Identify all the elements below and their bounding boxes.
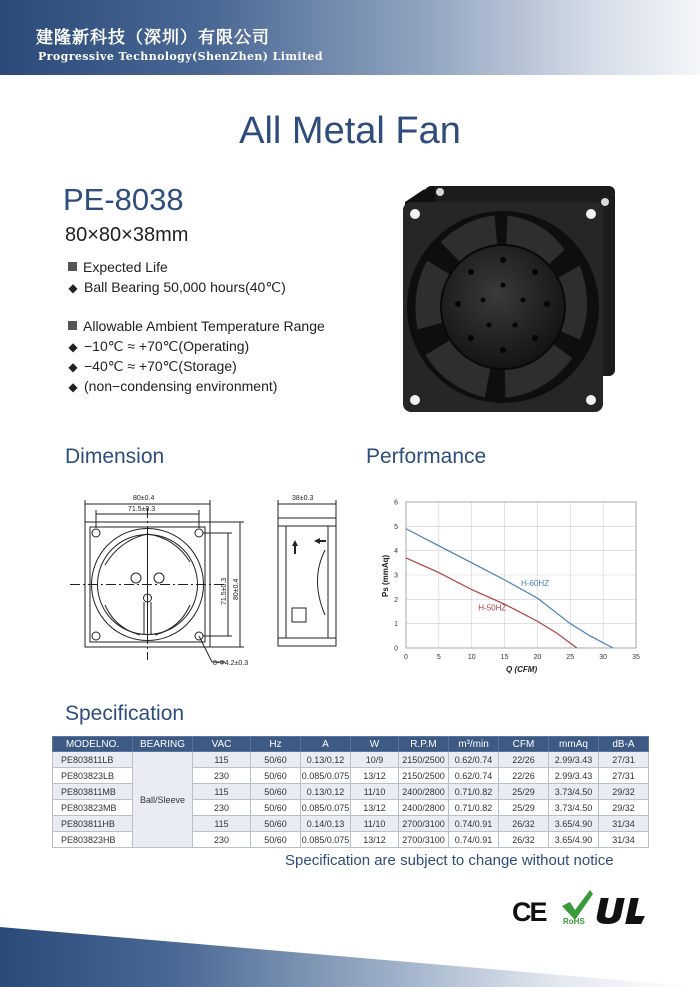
spec-value-cell: 29/32: [599, 800, 649, 816]
chart-y-tick: 4: [394, 548, 398, 556]
spec-value-cell: 3.65/4.90: [549, 832, 599, 848]
feature-temp-storage: [68, 358, 237, 375]
chart-series-label: H-60HZ: [521, 578, 550, 588]
feature-temp-heading-text: Allowable Ambient Temperature Range: [83, 318, 325, 334]
spec-value-cell: 50/60: [251, 752, 301, 768]
spec-value-cell: 0.71/0.82: [449, 784, 499, 800]
company-name-chinese: 建隆新科技（深圳）有限公司: [36, 28, 270, 48]
spec-model-cell: PE803811MB: [53, 784, 133, 800]
chart-x-tick: 10: [467, 654, 476, 661]
spec-header-cell: dB-A: [599, 737, 649, 752]
spec-model-cell: PE803823HB: [53, 832, 133, 848]
specification-heading: Specification: [65, 702, 185, 725]
spec-model-cell: PE803823MB: [53, 800, 133, 816]
ce-mark: CE: [512, 897, 546, 927]
feature-life-heading: [68, 259, 168, 275]
spec-value-cell: 0.085/0.075: [301, 768, 351, 784]
dim-height-outer: 80±0.4: [233, 578, 240, 600]
spec-header-cell: W: [351, 737, 399, 752]
spec-header-cell: mmAq: [549, 737, 599, 752]
spec-value-cell: 0.13/0.12: [301, 784, 351, 800]
fan-product-image: [395, 180, 625, 420]
dim-mounting-hole: 8-Φ4.2±0.3: [213, 660, 249, 667]
spec-value-cell: 2.99/3.43: [549, 768, 599, 784]
feature-temp-heading: [68, 318, 325, 334]
fan-size: 80×80×38mm: [65, 224, 189, 246]
spec-value-cell: 13/12: [351, 800, 399, 816]
spec-value-cell: 3.65/4.90: [549, 816, 599, 832]
spec-value-cell: 115: [193, 784, 251, 800]
performance-chart: [372, 490, 672, 690]
spec-value-cell: 0.085/0.075: [301, 800, 351, 816]
spec-value-cell: 10/9: [351, 752, 399, 768]
spec-header-cell: Hz: [251, 737, 301, 752]
spec-value-cell: 0.62/0.74: [449, 768, 499, 784]
spec-header-cell: R.P.M: [399, 737, 449, 752]
spec-value-cell: 27/31: [599, 768, 649, 784]
spec-value-cell: 26/32: [499, 816, 549, 832]
spec-value-cell: 31/34: [599, 816, 649, 832]
spec-value-cell: 22/26: [499, 768, 549, 784]
spec-header-cell: A: [301, 737, 351, 752]
chart-y-tick: 1: [394, 621, 398, 629]
footer-banner: [0, 878, 700, 987]
spec-value-cell: 13/12: [351, 768, 399, 784]
dim-width-inner: 71.5±0.3: [128, 506, 156, 513]
spec-value-cell: 50/60: [251, 768, 301, 784]
feature-life-value-text: Ball Bearing 50,000 hours(40℃): [84, 279, 286, 295]
dim-depth: 38±0.3: [292, 495, 314, 502]
spec-value-cell: 2700/3100: [399, 832, 449, 848]
chart-y-tick: 6: [394, 499, 398, 507]
page-title: All Metal Fan: [239, 110, 461, 152]
feature-temp-note-text: (non−condensing environment): [84, 378, 278, 394]
chart-x-tick: 25: [566, 654, 575, 661]
chart-x-tick: 20: [533, 654, 542, 661]
spec-value-cell: 115: [193, 816, 251, 832]
chart-y-tick: 5: [394, 523, 398, 531]
chart-series-label: H-50HZ: [478, 603, 507, 613]
chart-y-tick: 3: [394, 572, 398, 580]
dim-width-outer: 80±0.4: [133, 495, 155, 502]
spec-table: [52, 736, 649, 848]
diamond-bullet-icon: ◆: [68, 380, 78, 394]
spec-value-cell: 26/32: [499, 832, 549, 848]
spec-header-cell: CFM: [499, 737, 549, 752]
spec-value-cell: 11/10: [351, 784, 399, 800]
spec-value-cell: 50/60: [251, 800, 301, 816]
diamond-bullet-icon: ◆: [68, 281, 78, 295]
spec-value-cell: 230: [193, 800, 251, 816]
spec-bearing-cell: Ball/Sleeve: [133, 752, 193, 848]
spec-header-cell: MODELNO.: [53, 737, 133, 752]
spec-change-note: Specification are subject to change without notice: [285, 852, 614, 869]
dimension-heading: Dimension: [65, 445, 165, 468]
spec-table-header: [53, 737, 649, 752]
company-name-english: Progressive Technology(ShenZhen) Limited: [38, 50, 323, 63]
chart-y-tick: 0: [394, 645, 398, 653]
spec-header-cell: BEARING: [133, 737, 193, 752]
feature-temp-note: [68, 378, 277, 394]
spec-value-cell: 0.74/0.91: [449, 816, 499, 832]
spec-value-cell: 2400/2800: [399, 800, 449, 816]
spec-value-cell: 13/12: [351, 832, 399, 848]
spec-value-cell: 29/32: [599, 784, 649, 800]
spec-value-cell: 3.73/4.50: [549, 784, 599, 800]
feature-temp-operating-text: −10℃ ≈ +70℃(Operating): [84, 338, 250, 354]
chart-y-axis-label: Ps (mmAq): [381, 554, 390, 597]
feature-temp-operating: [68, 338, 249, 355]
spec-value-cell: 115: [193, 752, 251, 768]
spec-value-cell: 50/60: [251, 816, 301, 832]
chart-x-tick: 15: [500, 654, 509, 661]
chart-x-tick: 30: [599, 654, 608, 661]
spec-value-cell: 2400/2800: [399, 784, 449, 800]
spec-value-cell: 0.74/0.91: [449, 832, 499, 848]
chart-x-tick: 35: [632, 654, 640, 661]
spec-header-cell: VAC: [193, 737, 251, 752]
spec-value-cell: 50/60: [251, 784, 301, 800]
spec-value-cell: 0.62/0.74: [449, 752, 499, 768]
spec-model-cell: PE803811LB: [53, 752, 133, 768]
chart-series-line: [406, 529, 613, 648]
spec-header-cell: m³/min: [449, 737, 499, 752]
square-bullet-icon: [68, 321, 77, 330]
diamond-bullet-icon: ◆: [68, 340, 78, 354]
spec-value-cell: 2150/2500: [399, 752, 449, 768]
rohs-label: RoHS: [563, 917, 585, 926]
spec-value-cell: 50/60: [251, 832, 301, 848]
spec-value-cell: 22/26: [499, 752, 549, 768]
spec-value-cell: 27/31: [599, 752, 649, 768]
spec-value-cell: 25/29: [499, 800, 549, 816]
spec-value-cell: 230: [193, 768, 251, 784]
feature-life-value: [68, 279, 286, 296]
diamond-bullet-icon: ◆: [68, 360, 78, 374]
spec-table-row: [53, 752, 649, 768]
chart-x-tick: 0: [404, 654, 408, 661]
dimension-drawing: [60, 490, 360, 680]
spec-model-cell: PE803823LB: [53, 768, 133, 784]
spec-value-cell: 230: [193, 832, 251, 848]
spec-value-cell: 0.085/0.075: [301, 832, 351, 848]
spec-value-cell: 2150/2500: [399, 768, 449, 784]
model-number: PE-8038: [63, 182, 184, 217]
chart-y-tick: 2: [394, 596, 398, 604]
performance-heading: Performance: [366, 445, 487, 468]
spec-value-cell: 0.13/0.12: [301, 752, 351, 768]
dim-height-inner: 71.5±0.3: [221, 577, 228, 605]
spec-value-cell: 0.14/0.13: [301, 816, 351, 832]
spec-value-cell: 2700/3100: [399, 816, 449, 832]
spec-value-cell: 3.73/4.50: [549, 800, 599, 816]
spec-value-cell: 25/29: [499, 784, 549, 800]
spec-model-cell: PE803811HB: [53, 816, 133, 832]
feature-life-heading-text: Expected Life: [83, 259, 168, 275]
chart-x-axis-label: Q (CFM): [506, 665, 538, 674]
spec-value-cell: 2.99/3.43: [549, 752, 599, 768]
spec-value-cell: 0.71/0.82: [449, 800, 499, 816]
spec-value-cell: 31/34: [599, 832, 649, 848]
ul-mark-text: UL: [498, 792, 500, 793]
square-bullet-icon: [68, 262, 77, 271]
spec-value-cell: 11/10: [351, 816, 399, 832]
feature-temp-storage-text: −40℃ ≈ +70℃(Storage): [84, 358, 237, 374]
chart-x-tick: 5: [436, 654, 441, 661]
